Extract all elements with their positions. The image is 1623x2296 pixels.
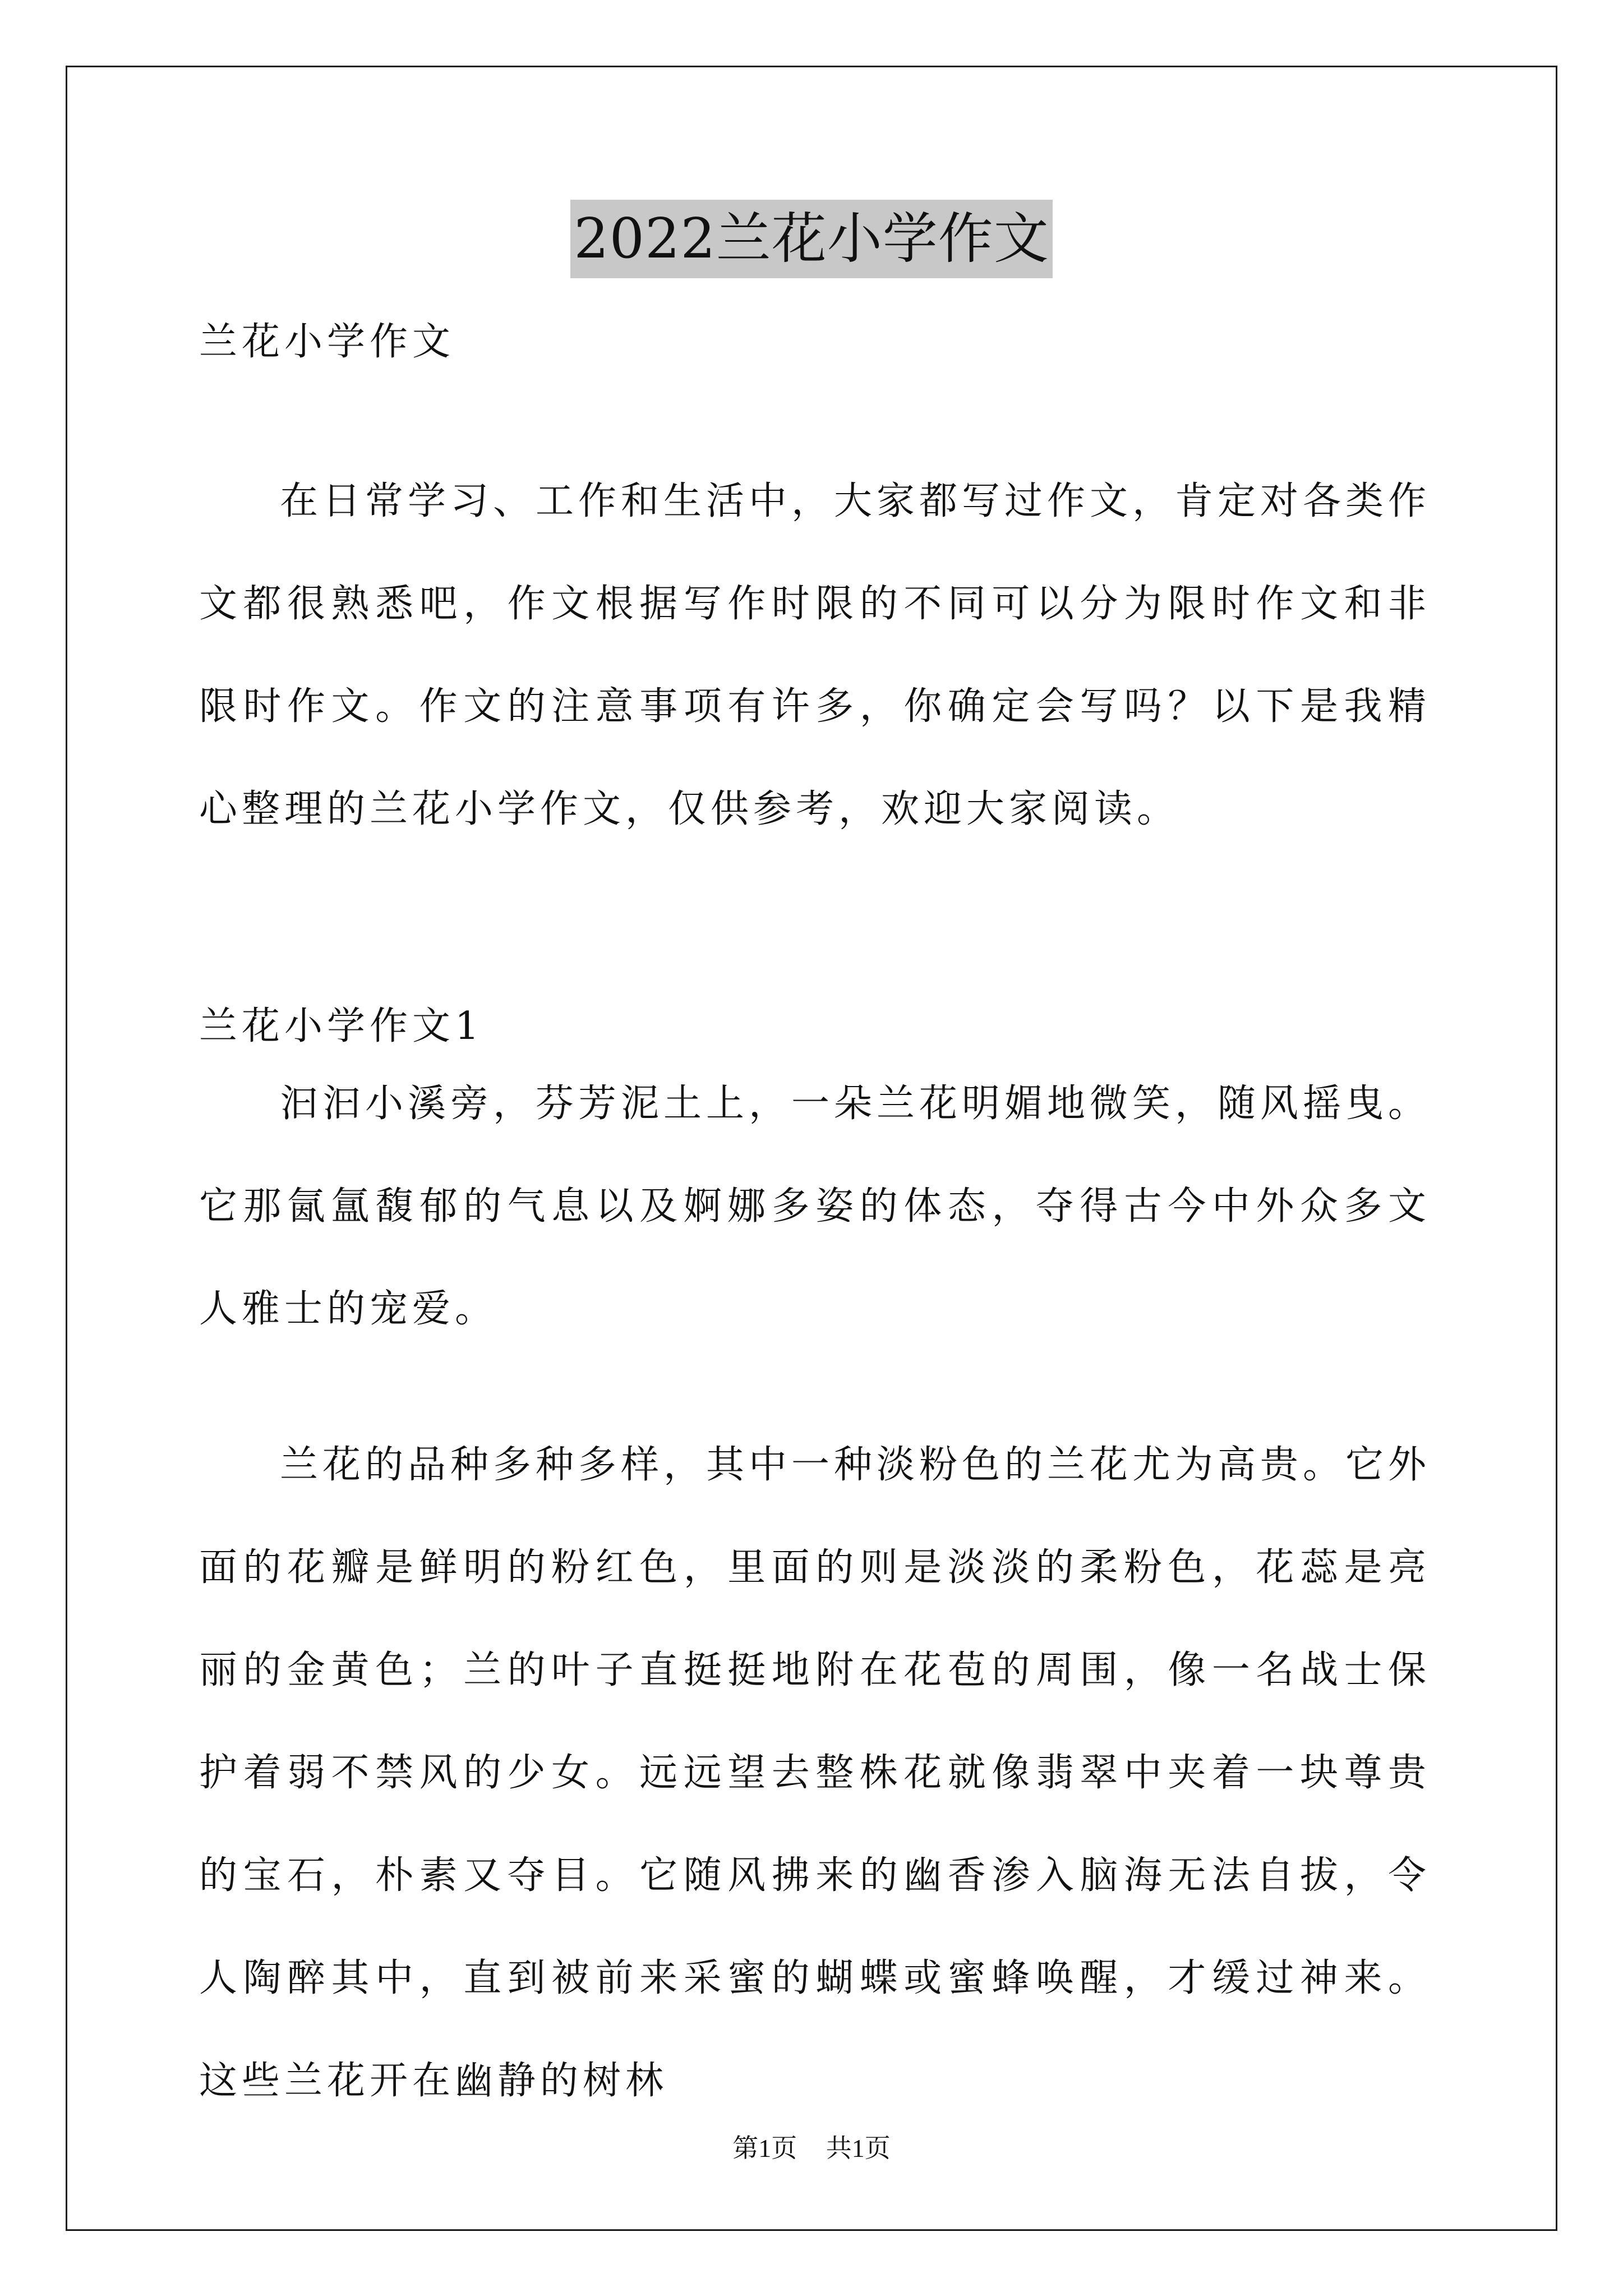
body-paragraph-2: 兰花的品种多种多样，其中一种淡粉色的兰花尤为高贵。它外面的花瓣是鲜明的粉红色，里面的则是淡淡的柔粉色，花蕊是亮丽的金黄色；兰的叶子直挺挺地附在花苞的周围，像一名战士保护着弱不禁风的少女。远远望去整株花就像翡翠中夹着一块尊贵的宝石，朴素又夺目。它随风拂来的幽香渗入脑海无法自拔，令人陶醉其中，直到被前来采蜜的蝴蝶或蜜蜂唤醒，才缓过神来。这些兰花开在幽静的树林 (199, 1443, 1431, 2103)
page-total: 共1页 (826, 2134, 891, 2162)
document-subtitle: 兰花小学作文 (199, 320, 455, 364)
section-heading: 兰花小学作文1 (199, 1004, 484, 1048)
intro-paragraph: 在日常学习、工作和生活中，大家都写过作文，肯定对各类作文都很熟悉吧，作文根据写作时限的不同可以分为限时作文和非限时作文。作文的注意事项有许多，你确定会写吗？以下是我精心整理的兰花小学作文，仅供参考，欢迎大家阅读。 (199, 479, 1431, 831)
page-footer (0, 2132, 1623, 2165)
document-title: 2022兰花小学作文 (570, 200, 1052, 278)
body-paragraph-1: 汩汩小溪旁，芬芳泥土上，一朵兰花明媚地微笑，随风摇曳。它那氤氲馥郁的气息以及婀娜多姿的体态，夺得古今中外众多文人雅士的宠爱。 (199, 1082, 1431, 1331)
title-container (0, 200, 1623, 278)
page-number: 第1页 (732, 2134, 797, 2162)
